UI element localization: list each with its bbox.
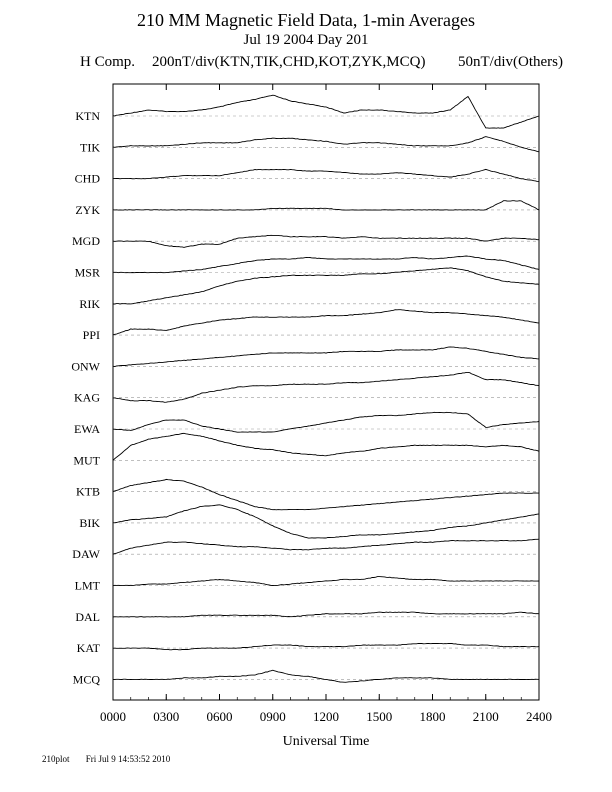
series-line-ktn — [113, 95, 539, 128]
series-line-kat — [113, 643, 539, 649]
station-label-tik: TIK — [80, 140, 100, 155]
x-tick-label: 1800 — [419, 709, 446, 724]
x-tick-label: 1500 — [366, 709, 393, 724]
series-line-onw — [113, 347, 539, 367]
x-axis-label: Universal Time — [282, 734, 370, 749]
station-label-mcq: MCQ — [72, 672, 100, 687]
series-line-ktb — [113, 479, 539, 509]
station-label-rik: RIK — [79, 296, 100, 311]
series-line-dal — [113, 612, 539, 617]
station-label-lmt: LMT — [74, 578, 100, 593]
station-label-dal: DAL — [75, 609, 100, 624]
series-line-lmt — [113, 577, 539, 586]
x-tick-label: 0300 — [153, 709, 180, 724]
footer-timestamp: Fri Jul 9 14:53:52 2010 — [85, 754, 171, 764]
station-label-mut: MUT — [73, 453, 100, 468]
series-line-bik — [113, 505, 539, 538]
station-label-ktn: KTN — [75, 109, 100, 123]
station-label-chd: CHD — [74, 171, 100, 186]
series-line-tik — [113, 137, 539, 152]
x-tick-label: 0600 — [206, 709, 233, 724]
scale-primary-label: 200nT/div(KTN,TIK,CHD,KOT,ZYK,MCQ) — [152, 54, 426, 70]
x-tick-label: 0000 — [100, 709, 126, 724]
station-label-mgd: MGD — [71, 234, 100, 249]
chart-date: Jul 19 2004 Day 201 — [243, 32, 369, 48]
station-label-daw: DAW — [72, 547, 100, 562]
series-line-msr — [113, 256, 539, 273]
footer — [42, 754, 184, 764]
station-label-onw: ONW — [71, 359, 100, 374]
station-label-kat: KAT — [76, 641, 100, 656]
scale-secondary-label: 50nT/div(Others) — [458, 54, 563, 70]
series-line-chd — [113, 169, 539, 181]
station-label-zyk: ZYK — [75, 202, 100, 217]
x-tick-label: 2100 — [472, 709, 499, 724]
station-label-kag: KAG — [74, 390, 100, 405]
station-label-ppi: PPI — [82, 328, 100, 343]
x-tick-label: 2400 — [526, 709, 552, 724]
chart-title: 210 MM Magnetic Field Data, 1-min Averages — [136, 10, 476, 30]
series-line-ppi — [113, 310, 539, 335]
x-tick-label: 1200 — [313, 709, 339, 724]
station-label-ktb: KTB — [76, 484, 100, 499]
component-label: H Comp. — [80, 54, 136, 70]
series-line-mcq — [113, 670, 539, 682]
series-line-rik — [113, 268, 539, 304]
x-tick-label: 0900 — [259, 709, 286, 724]
series-line-daw — [113, 539, 539, 554]
series-line-zyk — [113, 201, 539, 210]
station-label-bik: BIK — [79, 515, 100, 530]
station-label-msr: MSR — [74, 265, 100, 280]
station-label-ewa: EWA — [74, 422, 100, 436]
footer-program: 210plot — [42, 754, 70, 764]
series-line-mut — [113, 433, 539, 460]
